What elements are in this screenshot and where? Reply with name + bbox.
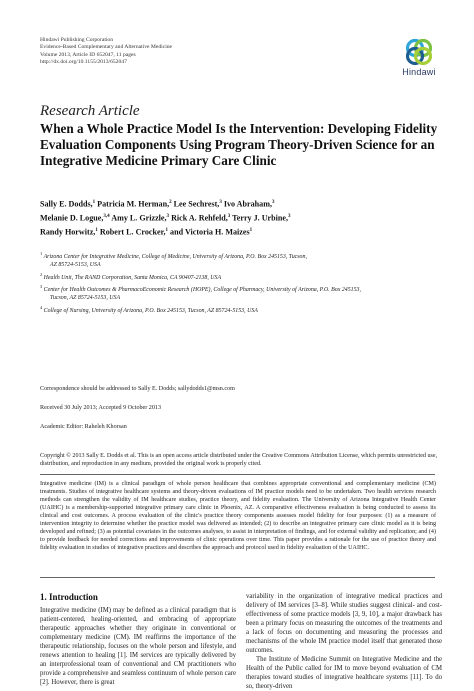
publisher-name: Hindawi Publishing Corporation [40,37,114,43]
author-name: Patricia M. Herman, [97,199,170,209]
affiliation-continuation: AZ 85724-5153, USA [50,261,101,268]
author-list [40,197,440,239]
left-column [40,606,236,687]
right-column [246,592,442,691]
author-affiliation-marker: 3 [288,214,291,220]
author-affiliation-marker: 1 [92,200,96,205]
author-affiliation-marker: 1 [165,228,168,234]
affiliation-text: College of Nursing, University of Arizona, P.O. Box 245153, Tucson, AZ 85724-5153, USA [42,307,258,314]
author-name: Ivo Abraham, [223,199,272,209]
affiliation-list [40,250,450,317]
author-name: Rick A. Rehfeld, [171,213,228,223]
author-line [40,211,440,225]
author-affiliation-marker: 3 [227,214,231,220]
abstract-top-rule [40,474,435,475]
affiliation [40,271,450,283]
affiliation-text: Health Unit, The RAND Corporation, Santa Monica, CA 90407-2138, USA [42,274,222,281]
intro-paragraph-1-continued: variability in the organization of integrative medical practices and delivery of IM services [3–8]. While studies suggest clinical- and cost-effectiveness of some practice models [3, 9, 10], a major drawback has been a primary focus on measuring the outcomes of the treatments and a lack of focus on documenting and measuring the processes and mechanisms of the whole IM practice model itself that generated those outcomes. [246,593,442,654]
author-name: Amy L. Grizzle, [111,213,167,223]
abstract-bottom-rule [40,577,435,578]
author-name: Sally E. Dodds, [40,199,93,209]
author-name: Lee Sechrest, [173,199,220,209]
affiliation-text: Center for Health Outcomes & PharmacoEconomic Research (HOPE), College of Pharmacy, University of Arizona, P.O. Box 245153, [42,287,361,294]
copyright-notice: Copyright © 2013 Sally E. Dodds et al. This is an open access article distributed under the Creative Commons Attribution License, which permits unrestricted use, distribution, and reproduction in any medium, provided the original work is properly cited. [40,453,438,467]
author-line [40,197,440,211]
academic-editor: Academic Editor: Raheleh Khorsan [40,424,127,430]
affiliation [40,304,450,316]
author-name: Robert L. Crocker, [99,227,166,237]
intro-paragraph-2: The Institute of Medicine Summit on Integrative Medicine and the Health of the Public called for IM to move beyond evaluation of CM therapies toward studies of integrative healthcare systems [11]. To do so, theory-driven [246,656,442,690]
affiliation-number: 2 [40,271,43,277]
author-affiliation-marker: 3 [166,214,170,220]
article-title: When a Whole Practice Model Is the Intervention: Developing Fidelity Evaluation Components Using Program Theory-Driven Science for an Integrative Medicine Primary Care Clinic [40,121,438,168]
author-name: Randy Horwitz, [40,227,96,237]
received-accepted-dates: Received 30 July 2013; Accepted 9 October 2013 [40,405,161,411]
hindawi-logo-icon [404,37,434,67]
author-affiliation-marker: 1 [95,228,98,234]
journal-header [40,37,172,67]
affiliation-number: 4 [40,304,43,310]
author-affiliation-marker: 3 [219,200,222,205]
author-name: Terry J. Urbine, [232,213,289,223]
section-heading: 1. Introduction [40,592,98,602]
author-affiliation-marker: 2 [169,200,172,205]
intro-paragraph-1: Integrative medicine (IM) may be defined as a clinical paradigm that is patient-centered, healing-oriented, and embracing of appropriate therapeutic approaches whether they originate in conventional or complementary medicine (CM). IM reaffirms the importance of the therapeutic relationship, focuses on the whole person and lifestyle, and renews attention to healing [1]. IM services are typically delivered by an interprofessional team of conventional and CM practitioners who provide a comprehensive and seamless continuum of whole person care [2]. However, there is great [40,607,236,686]
author-name: and Victoria H. Maizes [170,227,250,237]
affiliation [40,283,450,303]
affiliation-text: Arizona Center for Integrative Medicine, College of Medicine, University of Arizona, P.O. Box 245153, Tucson, [42,253,307,260]
author-affiliation-marker: 3,4 [103,214,110,220]
hindawi-logo [396,37,442,81]
author-line [40,225,440,239]
affiliation-number: 1 [40,251,43,256]
correspondence-line: Correspondence should be addressed to Sally E. Dodds; sallydodds1@msn.com [40,386,235,392]
abstract-text: Integrative medicine (IM) is a clinical paradigm of whole person healthcare that combines appropriate conventional and complementary medicine (CM) treatments. Studies of integrative healthcare systems and theory-driven evaluations of IM practice models need to be undertaken. Two health services research methods can strengthen the validity of IM healthcare studies, practice theory, and fidelity evaluation. The University of Arizona Integrative Health Center (UAIHC) is a membership-supported integrative primary care clinic in Phoenix, AZ. A comparative effectiveness evaluation is being conducted to assess its clinical and cost outcomes. A process evaluation of the clinic's practice theory components assesses model fidelity for four purposes: (1) as a measure of intervention integrity to determine whether the practice model was delivered as intended; (2) to describe an integrative primary care clinic model as it is being developed and refined; (3) as potential covariates in the outcomes analyses, to assist in interpretation of findings, and for external validity and replication; and (4) to provide feedback for needed corrections and improvements of clinic operations over time. This paper provides a rationale for the use of practice theory and fidelity evaluation in studies of integrative practices and describes the approach and protocol used in fidelity evaluation of the UAIHC. [40,481,436,551]
affiliation-continuation: Tucson, AZ 85724-5153, USA [50,295,121,302]
author-affiliation-marker: 1 [249,228,253,234]
author-affiliation-marker: 3 [271,200,275,205]
affiliation-number: 3 [40,284,43,290]
hindawi-logo-text: Hindawi [402,67,436,77]
doi-link[interactable]: http://dx.doi.org/10.1155/2013/652047 [40,59,127,66]
journal-name: Evidence-Based Complementary and Alternative Medicine [40,44,173,51]
affiliation [40,250,450,270]
volume-info: Volume 2013, Article ID 652047, 11 pages [40,51,136,58]
author-name: Melanie D. Logue, [40,213,104,223]
article-type: Research Article [40,103,140,119]
